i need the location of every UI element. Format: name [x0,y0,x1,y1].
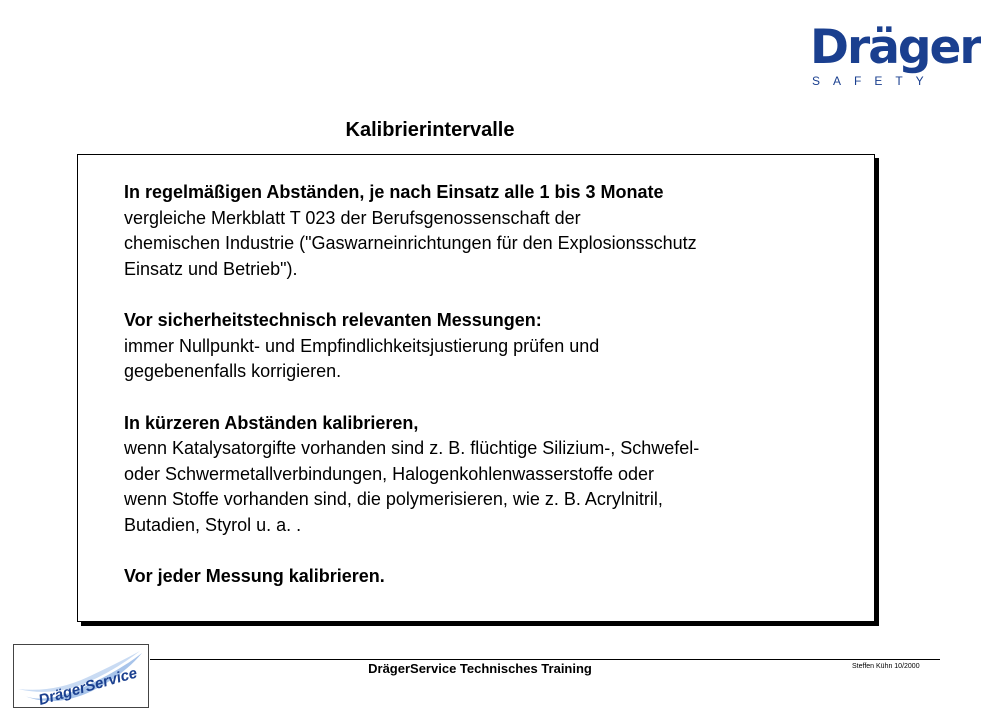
logo-subtitle: SAFETY [812,74,937,88]
content-text [124,180,844,616]
slide-title: Kalibrierintervalle [345,119,515,141]
paragraph-line: wenn Katalysatorgifte vorhanden sind z. B. flüchtige Silizium-, Schwefel- [124,438,700,458]
draeger-safety-logo [780,20,981,92]
footer-divider [150,659,940,660]
footer-credit: Steffen Kühn 10/2000 [852,663,920,670]
paragraph-line: oder Schwermetallverbindungen, Halogenkohlenwasserstoffe oder [124,463,654,484]
paragraph-intervals [124,180,844,282]
draeger-service-logo-icon [14,645,148,707]
badge-text: DrägerService [36,664,140,709]
paragraph-line: chemischen Industrie ("Gaswarneinrichtungen für den Explosionsschutz [124,233,697,253]
paragraph-line: vergleiche Merkblatt T 023 der Berufsgenossenschaft der [124,207,581,228]
paragraph-line: gegebenenfalls korrigieren. [124,361,342,381]
logo-wordmark: Dräger [810,20,981,75]
paragraph-every-measurement [124,564,844,590]
footer-title: DrägerService Technisches Training [368,661,592,676]
paragraph-heading: In kürzeren Abständen kalibrieren, [124,412,419,433]
paragraph-line: wenn Stoffe vorhanden sind, die polymerisieren, wie z. B. Acrylnitril, [124,489,663,509]
draeger-service-badge [13,644,149,708]
paragraph-heading: Vor sicherheitstechnisch relevanten Messungen: [124,310,542,330]
paragraph-heading: In regelmäßigen Abständen, je nach Einsatz alle 1 bis 3 Monate [124,182,664,202]
paragraph-line: Einsatz und Betrieb"). [124,258,298,279]
paragraph-line: Butadien, Styrol u. a. . [124,514,302,535]
paragraph-shorter-intervals [124,411,844,539]
paragraph-safety-measurements [124,308,844,385]
paragraph-line: immer Nullpunkt- und Empfindlichkeitsjustierung prüfen und [124,335,600,356]
paragraph-heading: Vor jeder Messung kalibrieren. [124,566,385,586]
